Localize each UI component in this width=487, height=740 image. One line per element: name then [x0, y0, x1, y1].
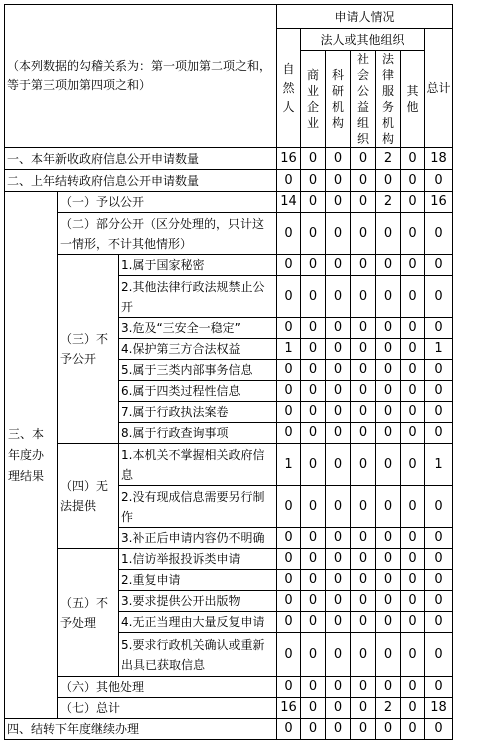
value-cell: 0	[425, 213, 453, 255]
value-cell: 0	[401, 148, 425, 170]
value-cell: 0	[351, 360, 376, 381]
not-processed-reason: 5.要求行政机关确认或重新出具已获取信息	[119, 633, 277, 677]
value-cell: 0	[401, 677, 425, 698]
cannot-provide-reason: 3.补正后申请内容仍不明确	[119, 528, 277, 549]
value-cell: 0	[277, 213, 301, 255]
not-disclosed-reason: 5.属于三类内部事务信息	[119, 360, 277, 381]
not-disclosed-reason: 2.其他法律行政法规禁止公开	[119, 276, 277, 318]
value-cell: 0	[351, 633, 376, 677]
value-cell: 0	[401, 402, 425, 423]
value-cell: 0	[301, 633, 326, 677]
value-cell: 0	[301, 486, 326, 528]
value-cell: 0	[351, 528, 376, 549]
not-processed-reason: 2.重复申请	[119, 570, 277, 591]
value-cell: 0	[401, 276, 425, 318]
value-cell: 1	[277, 339, 301, 360]
legal-group-header: 法人或其他组织	[301, 29, 425, 51]
value-cell: 0	[401, 528, 425, 549]
results-total-label: （七）总计	[58, 698, 277, 719]
value-cell: 0	[376, 276, 401, 318]
value-cell: 14	[277, 192, 301, 213]
value-cell: 0	[376, 360, 401, 381]
value-cell: 0	[326, 192, 351, 213]
cannot-provide-reason: 2.没有现成信息需要另行制作	[119, 486, 277, 528]
value-cell: 0	[351, 591, 376, 612]
value-cell: 0	[326, 360, 351, 381]
value-cell: 0	[301, 339, 326, 360]
value-cell: 0	[301, 276, 326, 318]
value-cell: 0	[376, 213, 401, 255]
value-cell: 0	[351, 402, 376, 423]
value-cell: 0	[326, 570, 351, 591]
value-cell: 1	[425, 444, 453, 486]
value-cell: 0	[351, 318, 376, 339]
value-cell: 0	[401, 486, 425, 528]
value-cell: 0	[301, 318, 326, 339]
value-cell: 0	[376, 444, 401, 486]
natural-person-header: 自然人	[277, 29, 301, 148]
other-header: 其他	[401, 51, 425, 148]
value-cell: 0	[326, 318, 351, 339]
value-cell: 18	[425, 698, 453, 719]
value-cell: 0	[351, 549, 376, 570]
value-cell: 0	[401, 339, 425, 360]
value-cell: 0	[277, 170, 301, 192]
value-cell: 0	[277, 402, 301, 423]
value-cell: 0	[326, 381, 351, 402]
table-row	[5, 213, 453, 255]
table-row	[5, 192, 453, 213]
value-cell: 0	[277, 528, 301, 549]
not-disclosed-reason: 1.属于国家秘密	[119, 255, 277, 276]
value-cell: 0	[401, 213, 425, 255]
value-cell: 0	[401, 444, 425, 486]
legal-service-header: 法律服务机构	[376, 51, 401, 148]
value-cell: 0	[301, 170, 326, 192]
value-cell: 0	[301, 148, 326, 170]
column-note: （本列数据的勾稽关系为：第一项加第二项之和，等于第三项加第四项之和）	[5, 5, 277, 148]
value-cell: 0	[301, 591, 326, 612]
other-handling-label: （六）其他处理	[58, 677, 277, 698]
value-cell: 0	[301, 255, 326, 276]
value-cell: 0	[301, 570, 326, 591]
value-cell: 0	[277, 719, 301, 740]
table-row	[5, 698, 453, 719]
value-cell: 0	[351, 339, 376, 360]
value-cell: 0	[301, 612, 326, 633]
value-cell: 0	[376, 612, 401, 633]
value-cell: 0	[326, 698, 351, 719]
social-header: 社会公益组织	[351, 51, 376, 148]
value-cell: 0	[425, 402, 453, 423]
value-cell: 0	[401, 591, 425, 612]
value-cell: 0	[376, 339, 401, 360]
statistics-sheet	[4, 4, 453, 740]
value-cell: 0	[425, 528, 453, 549]
value-cell: 0	[351, 444, 376, 486]
value-cell: 0	[351, 698, 376, 719]
carried-over-label: 二、上年结转政府信息公开申请数量	[5, 170, 277, 192]
value-cell: 0	[301, 360, 326, 381]
value-cell: 0	[376, 528, 401, 549]
not-disclosed-group-label: （三）不予公开	[58, 255, 119, 444]
table-row	[5, 148, 453, 170]
value-cell: 0	[326, 339, 351, 360]
value-cell: 16	[277, 148, 301, 170]
value-cell: 0	[301, 549, 326, 570]
value-cell: 0	[326, 213, 351, 255]
value-cell: 0	[301, 698, 326, 719]
value-cell: 0	[351, 486, 376, 528]
value-cell: 0	[401, 549, 425, 570]
value-cell: 0	[326, 677, 351, 698]
value-cell: 0	[425, 486, 453, 528]
value-cell: 0	[401, 381, 425, 402]
value-cell: 0	[351, 381, 376, 402]
value-cell: 0	[351, 213, 376, 255]
value-cell: 0	[425, 170, 453, 192]
cannot-provide-reason: 1.本机关不掌握相关政府信息	[119, 444, 277, 486]
value-cell: 0	[401, 612, 425, 633]
value-cell: 0	[326, 549, 351, 570]
value-cell: 0	[401, 255, 425, 276]
value-cell: 0	[277, 633, 301, 677]
cannot-provide-group-label: （四）无法提供	[58, 444, 119, 549]
value-cell: 0	[326, 444, 351, 486]
value-cell: 2	[376, 698, 401, 719]
not-processed-reason: 3.要求提供公开出版物	[119, 591, 277, 612]
value-cell: 0	[301, 677, 326, 698]
partially-disclosed-label: （二）部分公开（区分处理的，只计这一情形，不计其他情形）	[58, 213, 277, 255]
carry-forward-label: 四、结转下年度继续办理	[5, 719, 277, 740]
value-cell: 0	[376, 170, 401, 192]
value-cell: 0	[401, 719, 425, 740]
value-cell: 0	[277, 591, 301, 612]
disclosed-label: （一）予以公开	[58, 192, 277, 213]
value-cell: 0	[277, 255, 301, 276]
value-cell: 0	[425, 677, 453, 698]
research-header: 科研机构	[326, 51, 351, 148]
value-cell: 0	[351, 570, 376, 591]
not-processed-reason: 1.信访举报投诉类申请	[119, 549, 277, 570]
value-cell: 0	[277, 486, 301, 528]
value-cell: 0	[376, 381, 401, 402]
value-cell: 0	[401, 318, 425, 339]
value-cell: 16	[425, 192, 453, 213]
value-cell: 0	[301, 719, 326, 740]
value-cell: 16	[277, 698, 301, 719]
value-cell: 0	[425, 381, 453, 402]
value-cell: 0	[401, 360, 425, 381]
value-cell: 0	[277, 318, 301, 339]
value-cell: 0	[301, 423, 326, 444]
not-disclosed-reason: 4.保护第三方合法权益	[119, 339, 277, 360]
value-cell: 0	[351, 612, 376, 633]
value-cell: 0	[425, 570, 453, 591]
table-row	[5, 170, 453, 192]
value-cell: 0	[326, 633, 351, 677]
not-processed-reason: 4.无正当理由大量反复申请	[119, 612, 277, 633]
value-cell: 0	[301, 192, 326, 213]
value-cell: 0	[351, 192, 376, 213]
value-cell: 18	[425, 148, 453, 170]
value-cell: 0	[326, 719, 351, 740]
value-cell: 0	[376, 591, 401, 612]
value-cell: 0	[277, 381, 301, 402]
table-row	[5, 444, 453, 486]
value-cell: 0	[401, 170, 425, 192]
value-cell: 0	[401, 698, 425, 719]
value-cell: 0	[326, 148, 351, 170]
value-cell: 0	[351, 719, 376, 740]
value-cell: 0	[376, 423, 401, 444]
value-cell: 0	[301, 402, 326, 423]
value-cell: 0	[401, 570, 425, 591]
value-cell: 0	[351, 423, 376, 444]
table-row	[5, 677, 453, 698]
not-disclosed-reason: 7.属于行政执法案卷	[119, 402, 277, 423]
value-cell: 0	[326, 423, 351, 444]
value-cell: 0	[277, 276, 301, 318]
commercial-header: 商业企业	[301, 51, 326, 148]
value-cell: 0	[376, 570, 401, 591]
value-cell: 0	[301, 213, 326, 255]
value-cell: 1	[277, 444, 301, 486]
value-cell: 0	[277, 549, 301, 570]
value-cell: 0	[277, 677, 301, 698]
value-cell: 0	[326, 402, 351, 423]
table-row	[5, 549, 453, 570]
value-cell: 0	[425, 633, 453, 677]
value-cell: 0	[376, 677, 401, 698]
value-cell: 0	[425, 549, 453, 570]
value-cell: 0	[376, 318, 401, 339]
value-cell: 0	[301, 444, 326, 486]
value-cell: 0	[351, 276, 376, 318]
applications-table	[4, 4, 453, 740]
value-cell: 0	[376, 719, 401, 740]
table-row	[5, 719, 453, 740]
value-cell: 0	[376, 255, 401, 276]
value-cell: 0	[425, 591, 453, 612]
not-disclosed-reason: 6.属于四类过程性信息	[119, 381, 277, 402]
value-cell: 0	[277, 360, 301, 381]
value-cell: 0	[425, 360, 453, 381]
not-disclosed-reason: 3.危及“三安全一稳定”	[119, 318, 277, 339]
value-cell: 0	[376, 402, 401, 423]
results-group-label: 三、本年度办理结果	[5, 192, 58, 719]
value-cell: 0	[326, 591, 351, 612]
not-processed-group-label: （五）不予处理	[58, 549, 119, 677]
table-row	[5, 255, 453, 276]
applicant-group-header: 申请人情况	[277, 5, 453, 29]
value-cell: 0	[277, 570, 301, 591]
value-cell: 0	[326, 528, 351, 549]
value-cell: 0	[351, 148, 376, 170]
value-cell: 0	[401, 633, 425, 677]
value-cell: 0	[326, 255, 351, 276]
value-cell: 0	[425, 719, 453, 740]
value-cell: 0	[401, 192, 425, 213]
value-cell: 1	[425, 339, 453, 360]
value-cell: 0	[277, 612, 301, 633]
not-disclosed-reason: 8.属于行政查询事项	[119, 423, 277, 444]
value-cell: 0	[425, 318, 453, 339]
value-cell: 0	[376, 633, 401, 677]
value-cell: 0	[351, 677, 376, 698]
value-cell: 0	[425, 276, 453, 318]
value-cell: 0	[277, 423, 301, 444]
total-header: 总计	[425, 29, 453, 148]
value-cell: 0	[401, 423, 425, 444]
value-cell: 0	[425, 423, 453, 444]
value-cell: 0	[326, 276, 351, 318]
value-cell: 0	[326, 612, 351, 633]
value-cell: 0	[351, 170, 376, 192]
value-cell: 0	[326, 170, 351, 192]
value-cell: 0	[326, 486, 351, 528]
value-cell: 2	[376, 192, 401, 213]
value-cell: 0	[351, 255, 376, 276]
value-cell: 0	[301, 528, 326, 549]
value-cell: 0	[376, 549, 401, 570]
value-cell: 0	[301, 381, 326, 402]
value-cell: 0	[425, 612, 453, 633]
value-cell: 2	[376, 148, 401, 170]
new-requests-label: 一、本年新收政府信息公开申请数量	[5, 148, 277, 170]
value-cell: 0	[425, 255, 453, 276]
value-cell: 0	[376, 486, 401, 528]
